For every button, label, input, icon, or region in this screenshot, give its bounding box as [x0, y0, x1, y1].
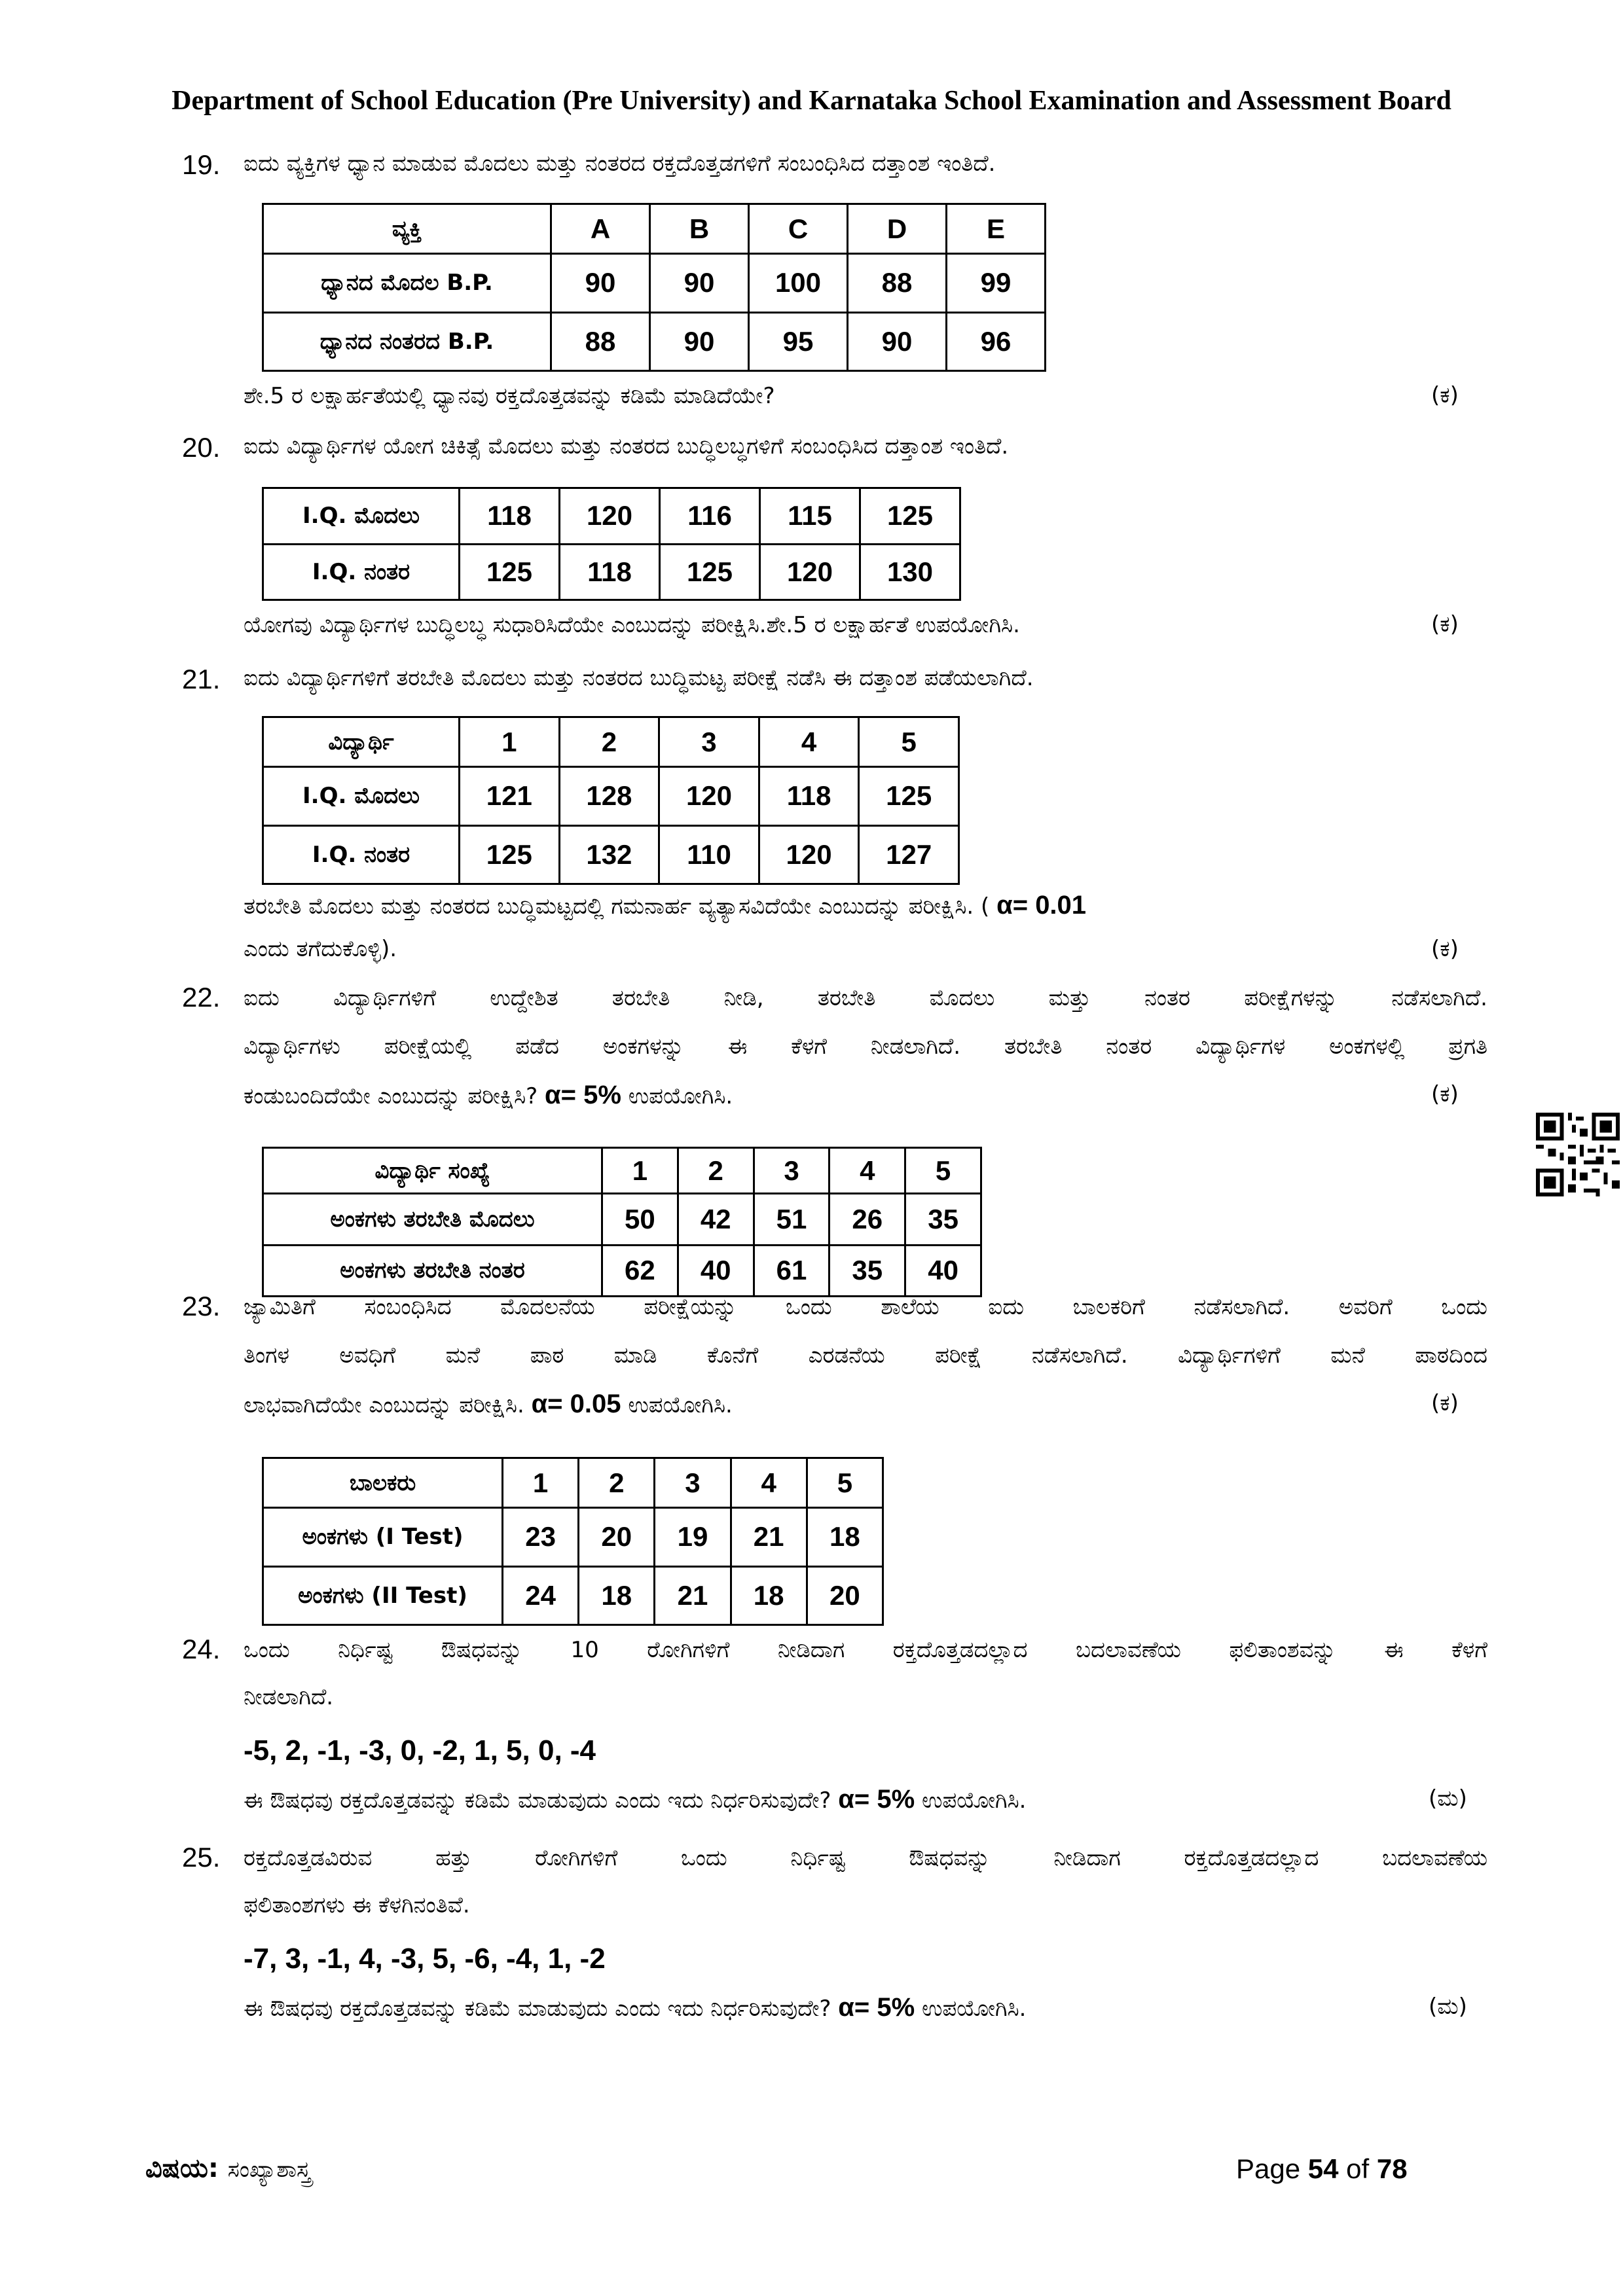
mark-label: (ಕ) — [1431, 1081, 1459, 1107]
table-cell: 120 — [659, 767, 759, 826]
question-text-part: ಕಂಡುಬಂದಿದೆಯೇ ಎಂಬುದನ್ನು ಪರೀಕ್ಷಿಸಿ? — [244, 1083, 538, 1109]
question-text-part: ಲಾಭವಾಗಿದೆಯೇ ಎಂಬುದನ್ನು ಪರೀಕ್ಷಿಸಿ. — [244, 1392, 524, 1418]
table-cell: 90 — [650, 312, 749, 371]
question-text-part: ಉಪಯೋಗಿಸಿ. — [921, 1787, 1027, 1814]
mark-label: (ಕ) — [1431, 1390, 1459, 1416]
table-cell: 100 — [749, 254, 848, 313]
mark-label: (ಕ) — [1431, 611, 1459, 637]
table-cell: 118 — [460, 488, 560, 545]
table-cell: 118 — [759, 767, 859, 826]
data-table — [262, 1147, 982, 1297]
table-cell: I.Q. ನಂತರ — [263, 544, 460, 600]
question-text: ಜ್ಯಾಮಿತಿಗೆ ಸಂಬಂಧಿಸಿದ ಮೊದಲನೆಯ ಪರೀಕ್ಷೆಯನ್ನು ಒಂದು ಶಾಲೆಯ ಐದು ಬಾಲಕರಿಗೆ ನಡೆಸಲಾಗಿದೆ. ಅವರಿಗೆ ಒಂದು — [244, 1294, 1487, 1320]
page-current: 54 — [1307, 2153, 1339, 2184]
data-table — [262, 1457, 884, 1626]
table-cell: 127 — [859, 825, 959, 884]
question-text — [244, 1071, 733, 1121]
alpha-value: α= 5% — [838, 1785, 915, 1814]
alpha-value: α= 0.05 — [531, 1390, 621, 1418]
table-cell: 35 — [905, 1194, 981, 1246]
table-cell: 21 — [731, 1508, 807, 1567]
question-text: ವಿದ್ಯಾರ್ಥಿಗಳು ಪರೀಕ್ಷೆಯಲ್ಲಿ ಪಡೆದ ಅಂಕಗಳನ್ನು ಈ ಕೆಳಗೆ ನೀಡಲಾಗಿದೆ. ತರಬೇತಿ ನಂತರ ವಿದ್ಯಾರ್ಥಿಗಳ ಅಂಕಗಳಲ್ಲಿ ಪ್ರಗತಿ — [244, 1033, 1487, 1060]
table-cell: 18 — [807, 1508, 883, 1567]
table-cell: 118 — [560, 544, 660, 600]
table-cell: 110 — [659, 825, 759, 884]
table-cell: 121 — [460, 767, 560, 826]
table-cell: ಅಂಕಗಳು (I Test) — [263, 1508, 503, 1567]
alpha-value: α= 0.01 — [996, 891, 1087, 920]
table-cell: 24 — [503, 1566, 579, 1625]
table-cell: 50 — [602, 1194, 678, 1246]
table-cell: 18 — [579, 1566, 655, 1625]
table-cell: 4 — [830, 1148, 905, 1194]
question-text: ನೀಡಲಾಗಿದೆ. — [244, 1684, 334, 1710]
qr-code-icon — [1536, 1113, 1620, 1196]
table-cell: 120 — [560, 488, 660, 545]
question-text-part: ಈ ಔಷಧವು ರಕ್ತದೊತ್ತಡವನ್ನು ಕಡಿಮೆ ಮಾಡುವುದು ಎಂದು ಇದು ನಿರ್ಧರಿಸುವುದೇ? — [244, 1787, 831, 1814]
question-text: ಎಂದು ತಗೆದುಕೊಳ್ಳಿ). — [244, 936, 397, 962]
subject-label: ವಿಷಯ: — [145, 2153, 219, 2183]
table-cell: 2 — [559, 717, 659, 767]
table-cell: I.Q. ಮೊದಲು — [263, 488, 460, 545]
data-table — [262, 487, 961, 601]
table-cell: 1 — [602, 1148, 678, 1194]
mark-label: (ಕ) — [1431, 936, 1459, 962]
question-text: ತಿಂಗಳ ಅವಧಿಗೆ ಮನೆ ಪಾಠ ಮಾಡಿ ಕೊನೆಗೆ ಎರಡನೆಯ ಪರೀಕ್ಷೆ ನಡೆಸಲಾಗಿದೆ. ವಿದ್ಯಾರ್ಥಿಗಳಿಗೆ ಮನೆ ಪಾಠದಿಂದ — [244, 1342, 1487, 1369]
question-number: 23. — [182, 1291, 221, 1321]
data-table — [262, 203, 1046, 372]
page-number — [1236, 2153, 1408, 2185]
mark-label: (ಕ) — [1431, 382, 1459, 408]
question-text: ರಕ್ತದೊತ್ತಡವಿರುವ ಹತ್ತು ರೋಗಿಗಳಿಗೆ ಒಂದು ನಿರ್ಧಿಷ್ಟ ಔಷಧವನ್ನು ನೀಡಿದಾಗ ರಕ್ತದೊತ್ತಡದಲ್ಲಾದ ಬದಲಾವಣೆಯ — [244, 1845, 1487, 1871]
table-cell: ಅಂಕಗಳು ತರಬೇತಿ ನಂತರ — [263, 1245, 602, 1297]
table-cell: 125 — [860, 488, 960, 545]
data-values: -7, 3, -1, 4, -3, 5, -6, -4, 1, -2 — [244, 1943, 606, 1975]
question-text-part: ಉಪಯೋಗಿಸಿ. — [628, 1083, 733, 1109]
data-table — [262, 716, 960, 885]
table-cell: 21 — [655, 1566, 731, 1625]
table-cell: 35 — [830, 1245, 905, 1297]
table-cell: 1 — [503, 1458, 579, 1508]
question-number: 21. — [182, 664, 221, 694]
table-cell: 2 — [678, 1148, 754, 1194]
alpha-value: α= 5% — [545, 1081, 621, 1109]
table-cell: 62 — [602, 1245, 678, 1297]
table-cell: ಬಾಲಕರು — [263, 1458, 503, 1508]
table-cell: 116 — [660, 488, 760, 545]
table-cell: 125 — [460, 825, 560, 884]
table-cell: 125 — [660, 544, 760, 600]
table-cell: 2 — [579, 1458, 655, 1508]
table-cell: I.Q. ನಂತರ — [263, 825, 460, 884]
page-prefix: Page — [1236, 2153, 1301, 2184]
question-text — [244, 1775, 1027, 1825]
page-total: 78 — [1376, 2153, 1408, 2184]
table-cell: 120 — [759, 825, 859, 884]
mark-label: (ಮ) — [1429, 1785, 1467, 1812]
table-cell: 4 — [731, 1458, 807, 1508]
subject-value: ಸಂಖ್ಯಾಶಾಸ್ತ್ರ — [227, 2157, 311, 2183]
table-cell: 88 — [551, 312, 650, 371]
table-cell: 4 — [759, 717, 859, 767]
table-cell: 95 — [749, 312, 848, 371]
table-cell: 20 — [807, 1566, 883, 1625]
question-text: ಐದು ವಿದ್ಯಾರ್ಥಿಗಳ ಯೋಗ ಚಿಕಿತ್ಸೆ ಮೊದಲು ಮತ್ತು ನಂತರದ ಬುದ್ಧಿಲಬ್ಧಗಳಿಗೆ ಸಂಬಂಧಿಸಿದ ದತ್ತಾಂಶ ಇಂತಿದೆ. — [244, 433, 1009, 459]
table-cell: 40 — [905, 1245, 981, 1297]
table-cell: ವ್ಯಕ್ತಿ — [263, 204, 551, 254]
table-cell: 128 — [559, 767, 659, 826]
table-cell: 5 — [807, 1458, 883, 1508]
question-text-part: ಉಪಯೋಗಿಸಿ. — [921, 1996, 1027, 2022]
table-cell: 90 — [848, 312, 947, 371]
table-cell: 96 — [947, 312, 1046, 371]
question-text — [244, 1983, 1027, 2033]
table-cell: 3 — [655, 1458, 731, 1508]
table-cell: ಧ್ಯಾನದ ನಂತರದ B.P. — [263, 312, 551, 371]
table-cell: 130 — [860, 544, 960, 600]
question-text: ಐದು ವ್ಯಕ್ತಿಗಳ ಧ್ಯಾನ ಮಾಡುವ ಮೊದಲು ಮತ್ತು ನಂತರದ ರಕ್ತದೊತ್ತಡಗಳಿಗೆ ಸಂಬಂಧಿಸಿದ ದತ್ತಾಂಶ ಇಂತಿದೆ. — [244, 151, 996, 177]
question-text: ಒಂದು ನಿರ್ಧಿಷ್ಟ ಔಷಧವನ್ನು 10 ರೋಗಿಗಳಿಗೆ ನೀಡಿದಾಗ ರಕ್ತದೊತ್ತಡದಲ್ಲಾದ ಬದಲಾವಣೆಯ ಫಲಿತಾಂಶವನ್ನು ಈ ಕೆಳಗೆ — [244, 1637, 1487, 1663]
table-cell: 90 — [650, 254, 749, 313]
table-cell: ಅಂಕಗಳು ತರಬೇತಿ ಮೊದಲು — [263, 1194, 602, 1246]
question-number: 19. — [182, 149, 221, 180]
table-cell: 61 — [754, 1245, 830, 1297]
table-cell: E — [947, 204, 1046, 254]
question-text — [244, 1380, 733, 1429]
table-cell: 18 — [731, 1566, 807, 1625]
question-text — [244, 881, 1487, 931]
table-cell: ವಿದ್ಯಾರ್ಥಿ — [263, 717, 460, 767]
table-cell: 40 — [678, 1245, 754, 1297]
table-cell: 125 — [859, 767, 959, 826]
table-cell: B — [650, 204, 749, 254]
table-cell: 23 — [503, 1508, 579, 1567]
table-cell: 1 — [460, 717, 560, 767]
table-cell: 5 — [905, 1148, 981, 1194]
table-cell: 42 — [678, 1194, 754, 1246]
table-cell: 3 — [659, 717, 759, 767]
table-cell: 132 — [559, 825, 659, 884]
page-header: Department of School Education (Pre University) and Karnataka School Examination and Assessment Board — [172, 86, 1451, 116]
table-cell: 5 — [859, 717, 959, 767]
question-number: 20. — [182, 432, 221, 463]
data-values: -5, 2, -1, -3, 0, -2, 1, 5, 0, -4 — [244, 1734, 596, 1767]
alpha-value: α= 5% — [838, 1993, 915, 2022]
table-cell: 90 — [551, 254, 650, 313]
table-cell: ಅಂಕಗಳು (II Test) — [263, 1566, 503, 1625]
table-cell: 26 — [830, 1194, 905, 1246]
footer-subject — [145, 2153, 311, 2183]
table-cell: 19 — [655, 1508, 731, 1567]
question-text: ಐದು ವಿದ್ಯಾರ್ಥಿಗಳಿಗೆ ಉದ್ದೇಶಿತ ತರಬೇತಿ ನೀಡಿ, ತರಬೇತಿ ಮೊದಲು ಮತ್ತು ನಂತರ ಪರೀಕ್ಷೆಗಳನ್ನು ನಡೆಸಲಾಗಿದೆ. — [244, 985, 1487, 1011]
question-text: ಯೋಗವು ವಿದ್ಯಾರ್ಥಿಗಳ ಬುದ್ಧಿಲಬ್ಧ ಸುಧಾರಿಸಿದೆಯೇ ಎಂಬುದನ್ನು ಪರೀಕ್ಷಿಸಿ.ಶೇ.5 ರ ಲಕ್ಷಾರ್ಹತೆ ಉಪಯೋಗಿಸಿ. — [244, 612, 1020, 638]
table-cell: 115 — [760, 488, 860, 545]
question-text: ಐದು ವಿದ್ಯಾರ್ಥಿಗಳಿಗೆ ತರಬೇತಿ ಮೊದಲು ಮತ್ತು ನಂತರದ ಬುದ್ಧಿಮಟ್ಟ ಪರೀಕ್ಷೆ ನಡೆಸಿ ಈ ದತ್ತಾಂಶ ಪಡೆಯಲಾಗಿದೆ. — [244, 665, 1034, 691]
question-text: ಫಲಿತಾಂಶಗಳು ಈ ಕೆಳಗಿನಂತಿವೆ. — [244, 1892, 470, 1918]
table-cell: I.Q. ಮೊದಲು — [263, 767, 460, 826]
table-cell: A — [551, 204, 650, 254]
mark-label: (ಮ) — [1429, 1994, 1467, 2020]
table-cell: ಧ್ಯಾನದ ಮೊದಲ B.P. — [263, 254, 551, 313]
question-text-part: ಈ ಔಷಧವು ರಕ್ತದೊತ್ತಡವನ್ನು ಕಡಿಮೆ ಮಾಡುವುದು ಎಂದು ಇದು ನಿರ್ಧರಿಸುವುದೇ? — [244, 1996, 831, 2022]
page-of: of — [1346, 2153, 1370, 2184]
table-cell: 88 — [848, 254, 947, 313]
question-text: ಶೇ.5 ರ ಲಕ್ಷಾರ್ಹತೆಯಲ್ಲಿ ಧ್ಯಾನವು ರಕ್ತದೊತ್ತಡವನ್ನು ಕಡಿಮೆ ಮಾಡಿದೆಯೇ? — [244, 383, 775, 409]
table-cell: 3 — [754, 1148, 830, 1194]
question-text-part: ತರಬೇತಿ ಮೊದಲು ಮತ್ತು ನಂತರದ ಬುದ್ಧಿಮಟ್ಟದಲ್ಲಿ ಗಮನಾರ್ಹ ವ್ಯತ್ಯಾಸವಿದೆಯೇ ಎಂಬುದನ್ನು ಪರೀಕ್ಷಿಸಿ. ( — [244, 893, 990, 920]
table-cell: 51 — [754, 1194, 830, 1246]
question-number: 22. — [182, 982, 221, 1013]
table-cell: 99 — [947, 254, 1046, 313]
table-cell: 120 — [760, 544, 860, 600]
question-text-part: ಉಪಯೋಗಿಸಿ. — [628, 1392, 733, 1418]
table-cell: D — [848, 204, 947, 254]
table-cell: C — [749, 204, 848, 254]
question-number: 25. — [182, 1842, 221, 1873]
table-cell: ವಿದ್ಯಾರ್ಥಿ ಸಂಖ್ಯೆ — [263, 1148, 602, 1194]
table-cell: 125 — [460, 544, 560, 600]
table-cell: 20 — [579, 1508, 655, 1567]
question-number: 24. — [182, 1634, 221, 1664]
